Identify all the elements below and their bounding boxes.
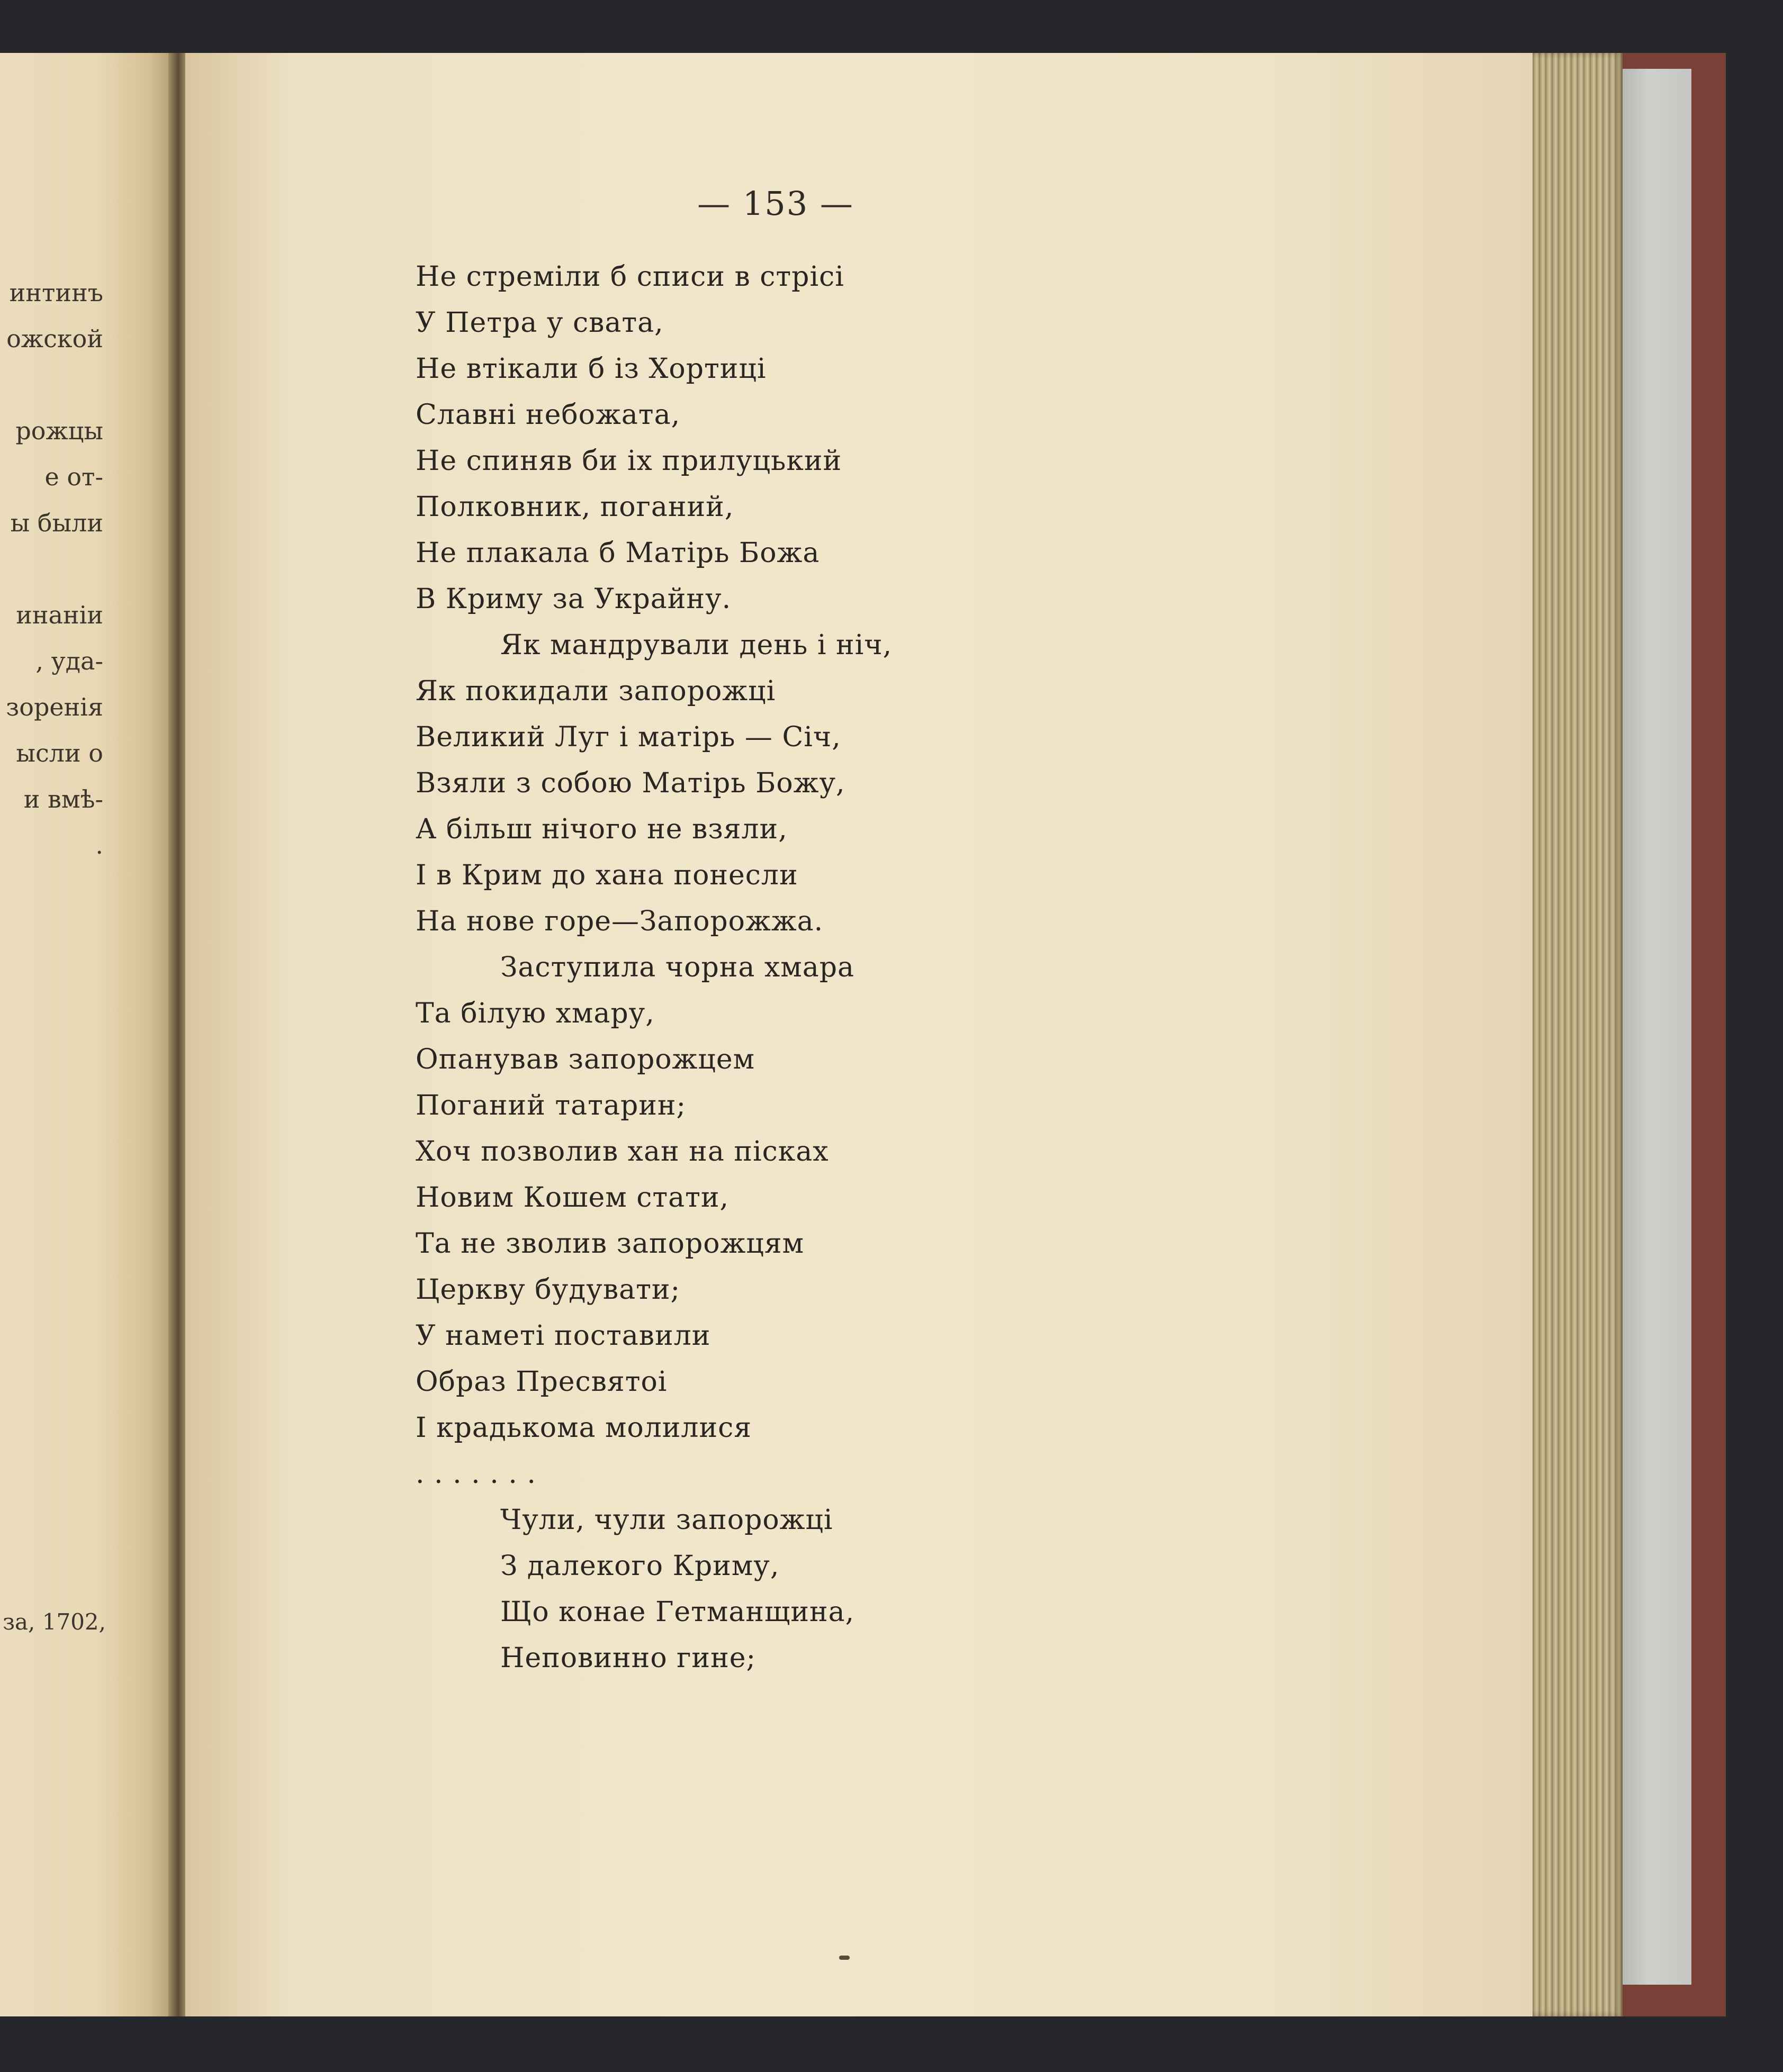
left-line: ожской [6, 324, 103, 353]
left-line [6, 362, 103, 408]
poem-line: Як покидали запорожці [416, 675, 776, 707]
left-line: . [95, 831, 103, 859]
ellipsis-line: . . . . . . . [416, 1458, 536, 1490]
ink-mark [839, 1956, 850, 1960]
poem [416, 254, 892, 1681]
poem-line: Поганий татарин; [416, 1090, 687, 1121]
poem-line: Заступила чорна хмара [500, 952, 854, 983]
poem-line: Образ Пресвятоі [416, 1366, 668, 1398]
right-page [185, 53, 1535, 2016]
left-line [6, 546, 103, 592]
poem-line: В Криму за Украйну. [416, 583, 732, 615]
poem-line: Та білую хмару, [416, 998, 655, 1029]
left-line: е от- [44, 463, 103, 491]
poem-line: У наметі поставили [416, 1320, 711, 1352]
poem-line: Не плакала б Матірь Божа [416, 537, 820, 569]
page-number: — 153 — [697, 184, 854, 223]
poem-line: Не втікали б із Хортиці [416, 353, 767, 385]
page-edges [1533, 53, 1623, 2016]
back-cover [1623, 69, 1691, 1985]
poem-line: Церкву будувати; [416, 1274, 681, 1306]
poem-line: Хоч позволив хан на пісках [416, 1136, 829, 1168]
poem-line: І в Крим до хана понесли [416, 859, 798, 891]
left-line: , уда- [35, 647, 103, 675]
poem-line: Не спиняв би іх прилуцький [416, 445, 842, 477]
left-line: зоренія [6, 693, 103, 721]
left-page [0, 53, 175, 2016]
poem-line: А більш нічого не взяли, [416, 813, 788, 845]
left-line: инаніи [16, 601, 103, 629]
poem-line: Не стреміли б списи в стрісі [416, 261, 844, 293]
poem-line: З далекого Криму, [500, 1550, 780, 1582]
poem-line: Новим Кошем стати, [416, 1182, 730, 1214]
left-line: ы были [10, 509, 103, 537]
poem-line: І крадькома молилися [416, 1412, 752, 1444]
poem-line: Великий Луг і матірь — Січ, [416, 721, 841, 753]
left-footnote-fragment: за, 1702, [3, 1609, 106, 1635]
left-line: ысли о [16, 739, 103, 767]
poem-line: У Петра у свата, [416, 307, 664, 339]
poem-line: Полковник, поганий, [416, 491, 734, 523]
left-line: и вмѣ- [23, 785, 103, 813]
open-book [0, 53, 1726, 2016]
poem-line: Опанував запорожцем [416, 1044, 755, 1075]
left-page-text [6, 270, 103, 868]
poem-line: На нове горе—Запорожжа. [416, 906, 824, 937]
poem-line: Що конае Гетманщина, [500, 1596, 855, 1628]
poem-line: Неповинно гине; [500, 1642, 757, 1674]
poem-line: Чули, чули запорожці [500, 1504, 833, 1536]
poem-line: Славні небожата, [416, 399, 681, 431]
poem-line: Та не зволив запорожцям [416, 1228, 805, 1260]
poem-line: Взяли з собою Матірь Божу, [416, 767, 845, 799]
poem-line: Як мандрували день і ніч, [500, 629, 893, 661]
left-line: интинъ [9, 278, 103, 307]
left-line: рожцы [15, 417, 103, 445]
